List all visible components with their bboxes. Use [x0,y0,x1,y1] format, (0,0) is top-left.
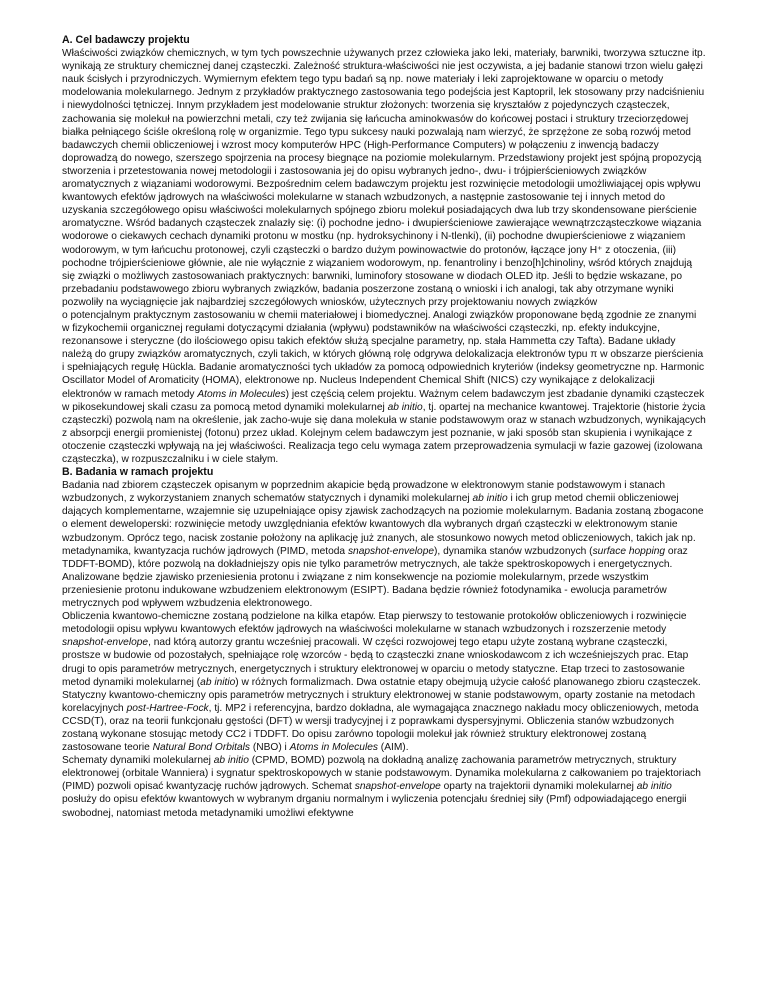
section-a-paragraph-1: Właściwości związków chemicznych, w tym tych powszechnie używanych przez człowieka jako leki, materiały, barwniki, tworzywa sztuczne itp. wynikają ze struktury chemicznej danej cząsteczki. Zależność struktura-właściwości nie jest oczywista, a jej badanie stanowi trzon wielu gałęzi nauk ścisłych i przyrodniczych. Wymiernym efektem tego typu badań są np. nowe materiały i leki zaprojektowane w oparciu o metody modelowania molekularnego. Jednym z przykładów praktycznego zastosowania tego podejścia jest Kaptopril, lek stosowany przy nadciśnieniu i niewydolności tętniczej. Innym przykładem jest modelowanie struktur złożonych: tworzenia się kryształów z pojedynczych cząsteczek, zachowania się molekuł na powierzchni metali, czy też zwijania się łańcucha aminokwasów do końcowej postaci i struktury trzeciorzędowej białka pełniącego ściśle określoną rolę w organizmie. Tego typu sukcesy nauki pozwalają nam wierzyć, że sprzężone ze sobą rozwój metod badawczych chemii obliczeniowej i wzrost mocy komputerów HPC (High-Performance Computers) w połączeniu z inwencją badaczy doprowadzą do nowego, szerszego spojrzenia na procesy biegnące na poziomie molekularnym. Przedstawiony projekt jest spójną propozycją stworzenia i przetestowania nowej metodologii i zastosowania jej do opisu wybranych jedno-, dwu- i trójpierścieniowych związków aromatycznych z wiązaniami wodorowymi. Bezpośrednim celem badawczym projektu jest rozwinięcie metodologii umożliwiającej opis wpływu kwantowych efektów jądrowych na właściwości molekularne w stanach wzbudzonych, a następnie zastosowanie tej i innych metod do uzyskania szczegółowego opisu właściwości molekularnych spójnego zbioru molekuł posiadających dwa lub trzy skondensowane pierścienie aromatyczne. Wśród badanych cząsteczek znalazły się: (i) pochodne jedno- i dwupierścieniowe zawierające wewnątrzcząsteczkowe wiązania wodorowe o ciekawych cechach dynamiki protonu w mostku (np. hydroksychinony i N-tlenki), (ii) pochodne dwupierścieniowe z wiązaniem wodorowym, w tym łańcuchu protonowej, czyli cząsteczki o bardzo dużym powinowactwie do protonów, łączące jony H⁺ z otoczenia, (iii) pochodne trójpierścieniowe głównie, ale nie wyłącznie z wiązaniem wodorowym, np. fenantroliny i benzo[h]chinoliny, wśród których znajdują się związki o możliwych zastosowaniach praktycznych: barwniki, luminofory stosowane w diodach OLED itp. Jeśli to będzie wskazane, po przebadaniu podstawowego zbioru wybranych związków, badania poszerzone zostaną o wnioski i ich analogi, tak aby otrzymane wyniki pozwoliły na wyciągnięcie jak najbardziej szczegółowych wniosków, użytecznych przy projektowaniu nowych związków [62,48,706,308]
section-b-paragraph-1: Badania nad zbiorem cząsteczek opisanym w poprzednim akapicie będą prowadzone w elektronowym stanie podstawowym i stanach wzbudzonych, z wykorzystaniem znanych schematów statycznych i dynamiki molekularnej ab initio i ich grup metod chemii obliczeniowej dających komplementarne, wzajemnie się uzupełniające opisy zjawisk zachodzących na poziomie molekularnym. Badania zostaną zbogacone o element deweloperski: rozwinięcie metody uwzględniania efektów kwantowych dla wybranych drgań cząsteczki w elektronowym stanie wzbudzonym. Oprócz tego, nacisk zostanie położony na aplikację już znanych, ale stosunkowo nowych metod obliczeniowych, takich jak np. metadynamika, kwantyzacja ruchów jądrowych (PIMD, metoda snapshot-envelope), dynamika stanów wzbudzonych (surface hopping oraz TDDFT-BOMD), które pozwolą na dokładniejszy opis nie tylko parametrów metrycznych, ale także spektroskopowych i energetycznych. Analizowane będzie zjawisko przeniesienia protonu i związane z nim konsekwencje na poziomie molekularnym, przede wszystkim przeniesienie protonu indukowane wzbudzeniem elektronowym (ESIPT). Badana będzie również fotodynamika - ewolucja parametrów metrycznych pod wpływem wzbudzenia elektronowego. [62,480,704,610]
section-a-paragraph-2: o potencjalnym praktycznym zastosowaniu w chemii materiałowej i biomedycznej. Analogi związków proponowane będą zgodnie ze znanymi w fizykochemii organicznej regułami dotyczącymi działania (wpływu) podstawników na właściwości cząsteczki, np. efekty indukcyjne, rezonansowe i steryczne (do ilościowego opisu takich efektów służą specjalne parametry, np. stała Hammetta czy Tafta). Badane układy należą do grupy związków aromatycznych, czyli takich, w których główną rolę odgrywa delokalizacja elektronów typu π w obszarze pierścienia i spełniających regułę Hückla. Badanie aromatyczności tych układów za pomocą odpowiednich kryteriów (indeksy geometryczne np. Harmonic Oscillator Model of Aromaticity (HOMA), elektronowe np. Nucleus Independent Chemical Shift (NICS) czy wynikające z delokalizacji elektronów w ramach metody Atoms in Molecules) jest częścią celem projektu. Ważnym celem badawczym jest zbadanie dynamiki cząsteczek w pikosekundowej skali czasu za pomocą metod dynamiki molekularnej ab initio, tj. opartej na mechanice kwantowej. Trajektorie (historie życia cząsteczki) pozwolą nam na określenie, jak zacho-wuje się dana molekuła w stanie podstawowym oraz w stanach wzbudzonych, wynikających z absorpcji energii promienistej (fotonu) przez układ. Kolejnym celem badawczym jest poznanie, w jaki sposób stan skupienia i wynikające z otoczenie cząsteczki wpływają na jej właściwości. Realizacja tego celu wymaga zatem przeprowadzenia symulacji w fazie gazowej (izolowana cząsteczka), w rozpuszczalniku i w ciele stałym. [62,309,706,465]
section-b-paragraph-2: Obliczenia kwantowo-chemiczne zostaną podzielone na kilka etapów. Etap pierwszy to testowanie protokołów obliczeniowych i rozwinięcie metodologii opisu wpływu kwantowych efektów jądrowych na właściwości molekularne w stanach wzbudzonych i rozszerzenie metody snapshot-envelope, nad którą autorzy grantu wcześniej pracowali. W części rozwojowej tego etapu użyte zostaną wybrane cząsteczki, prostsze w budowie od pozostałych, spełniające rolę wzorców - będą to cząsteczki znane wnioskodawcom z ich wcześniejszych prac. Etap drugi to opis parametrów metrycznych, energetycznych i struktury elektronowej w oparciu o metody statyczne. Etap trzeci to zastosowanie metod dynamiki molekularnej (ab initio) w różnych formalizmach. Dwa ostatnie etapy obejmują użycie całość planowanego zbioru cząsteczek. [62,611,701,688]
section-b-heading: B. Badania w ramach projektu [62,466,214,479]
section-b-paragraph-3: Statyczny kwantowo-chemiczny opis parametrów metrycznych i struktury elektronowej w stanie podstawowym, oparty zostanie na metodach korelacyjnych post-Hartree-Fock, tj. MP2 i referencyjna, bardzo dokładna, ale wymagająca znacznego nakładu mocy obliczeniowych, metoda CCSD(T), oraz na teorii funkcjonału gęstości (DFT) w wersji tradycyjnej i z poprawkami dyspersyjnymi. Obliczenia stanów wzbudzonych zostaną wykonane stosując metody CC2 i TDDFT. Do opisu zarówno topologii molekuł jak również struktury elektronowej zostaną zastosowane teorie Natural Bond Orbitals (NBO) i Atoms in Molecules (AIM). [62,689,699,754]
section-b-paragraph-4: Schematy dynamiki molekularnej ab initio (CPMD, BOMD) pozwolą na dokładną analizę zachowania parametrów metrycznych, struktury elektronowej (orbitale Wanniera) i sygnatur spektroskopowych w stanie podstawowym. Dynamika molekularna z całkowaniem po trajektoriach (PIMD) pozwoli opisać kwantyzację ruchów jądrowych. Schemat snapshot-envelope oparty na trajektorii dynamiki molekularnej ab initio posłuży do opisu efektów kwantowych w wybranym drganiu normalnym i wyliczenia potencjału średniej siły (Pmf) odpowiadającego energii swobodnej, natomiast metoda metadynamiki umożliwi efektywne [62,755,701,819]
section-a-heading: A. Cel badawczy projektu [62,34,190,46]
